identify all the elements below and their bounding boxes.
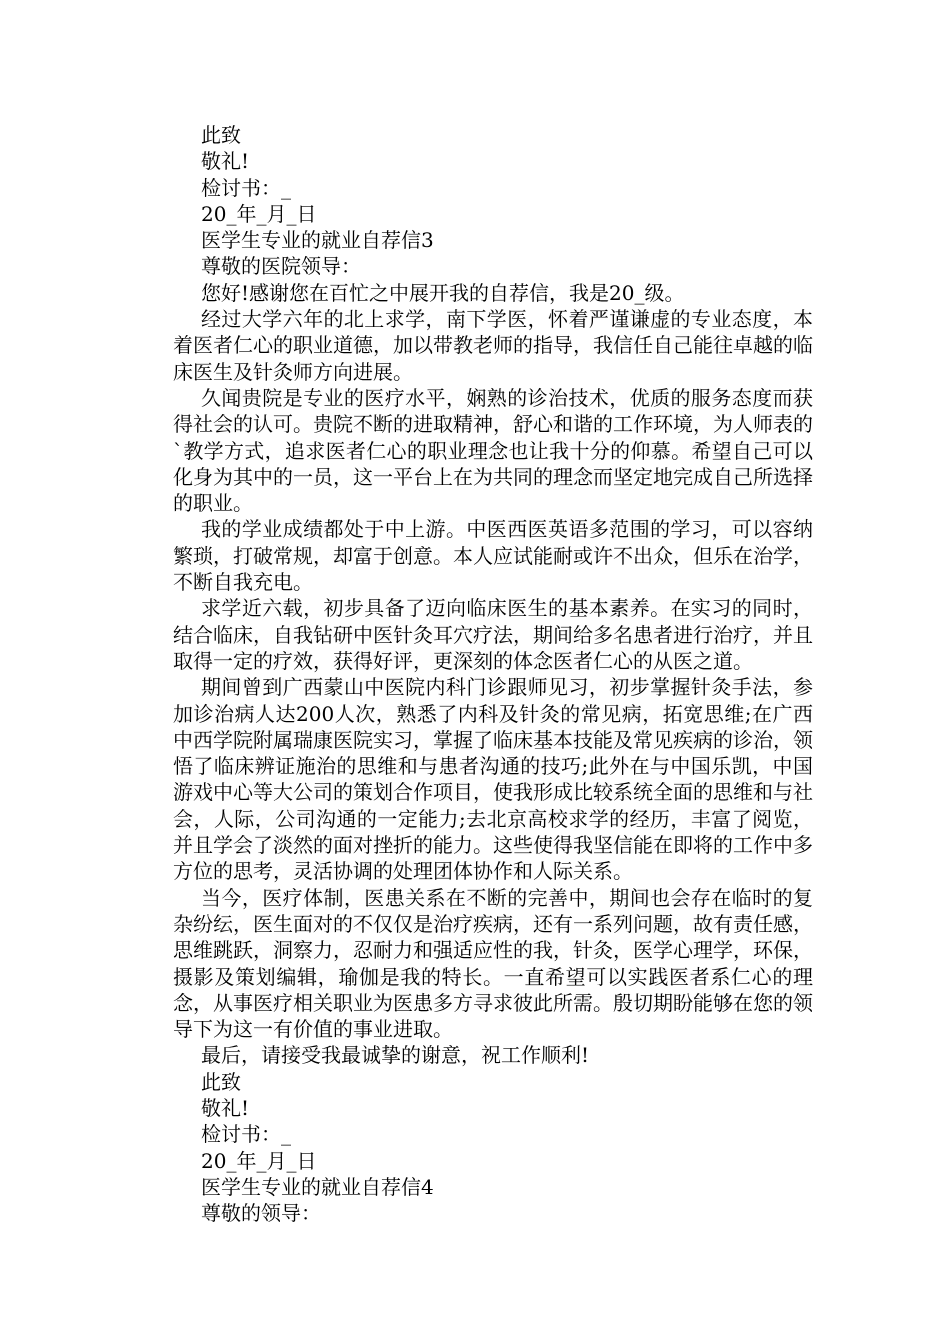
- closing-line: 此致: [201, 123, 241, 147]
- salute-line: 敬礼!: [201, 1095, 250, 1120]
- paragraph: 久闻贵院是专业的医疗水平，娴熟的诊治技术，优质的服务态度而获得社会的认可。贵院不断的进取精神，舒心和谐的工作环境，为人师表的`教学方式，追求医者仁心的职业理念也让我十分的仰慕。希望自己可以化身为其中的一员，这一平台上在为共同的理念而坚定地完成自己所选择的职业。: [173, 385, 813, 516]
- salutation: 尊敬的医院领导：: [201, 254, 361, 279]
- salute-line: 敬礼!: [201, 149, 250, 174]
- paragraph: 期间曾到广西蒙山中医院内科门诊跟师见习，初步掌握针灸手法，参加诊治病人达200人次，熟悉了内科及针灸的常见病，拓宽思维;在广西中西学院附属瑞康医院实习，掌握了临床基本技能及常见疾病的诊治，领悟了临床辨证施治的思维和与患者沟通的技巧;此外在与中国乐凯，中国游戏中心等大公司的策划合作项目，使我形成比较系统全面的思维和与社会，人际，公司沟通的一定能力;去北京高校求学的经历，丰富了阅览，并且学会了淡然的面对挫折的能力。这些使得我坚信能在即将的工作中多方位的思考，灵活协调的处理团体协作和人际关系。: [173, 675, 813, 884]
- date-line: 20_年_月_日: [201, 201, 317, 226]
- letter-title: 医学生专业的就业自荐信3: [201, 228, 434, 253]
- paragraph: 当今，医疗体制，医患关系在不断的完善中，期间也会存在临时的复杂纷纭，医生面对的不仅仅是治疗疾病，还有一系列问题，故有责任感，思维跳跃，洞察力，忍耐力和强适应性的我，针灸，医学心理学，环保，摄影及策划编辑，瑜伽是我的特长。一直希望可以实践医者系仁心的理念，从事医疗相关职业为医患多方寻求彼此所需。殷切期盼能够在您的领导下为这一有价值的事业进取。: [173, 885, 813, 1042]
- signature-line: 检讨书：_: [201, 175, 291, 200]
- greeting-line: 您好!感谢您在百忙之中展开我的自荐信，我是20_级。: [201, 280, 685, 305]
- paragraph: 求学近六载，初步具备了迈向临床医生的基本素养。在实习的同时，结合临床，自我钻研中医针灸耳穴疗法，期间给多名患者进行治疗，并且取得一定的疗效，获得好评，更深刻的体念医者仁心的从医之道。: [173, 596, 813, 673]
- signature-line: 检讨书：_: [201, 1122, 291, 1147]
- paragraph: 经过大学六年的北上求学，南下学医，怀着严谨谦虚的专业态度，本着医者仁心的职业道德，加以带教老师的指导，我信任自己能往卓越的临床医生及针灸师方向进展。: [173, 307, 813, 384]
- paragraph: 我的学业成绩都处于中上游。中医西医英语多范围的学习，可以容纳繁琐，打破常规，却富于创意。本人应试能耐或许不出众，但乐在治学，不断自我充电。: [173, 517, 813, 595]
- salutation: 尊敬的领导：: [201, 1201, 321, 1226]
- closing-line: 此致: [201, 1069, 241, 1094]
- letter-title: 医学生专业的就业自荐信4: [201, 1174, 434, 1199]
- date-line: 20_年_月_日: [201, 1148, 317, 1173]
- letter-body: [173, 122, 813, 1226]
- thanks-line: 最后，请接受我最诚挚的谢意，祝工作顺利!: [201, 1043, 590, 1068]
